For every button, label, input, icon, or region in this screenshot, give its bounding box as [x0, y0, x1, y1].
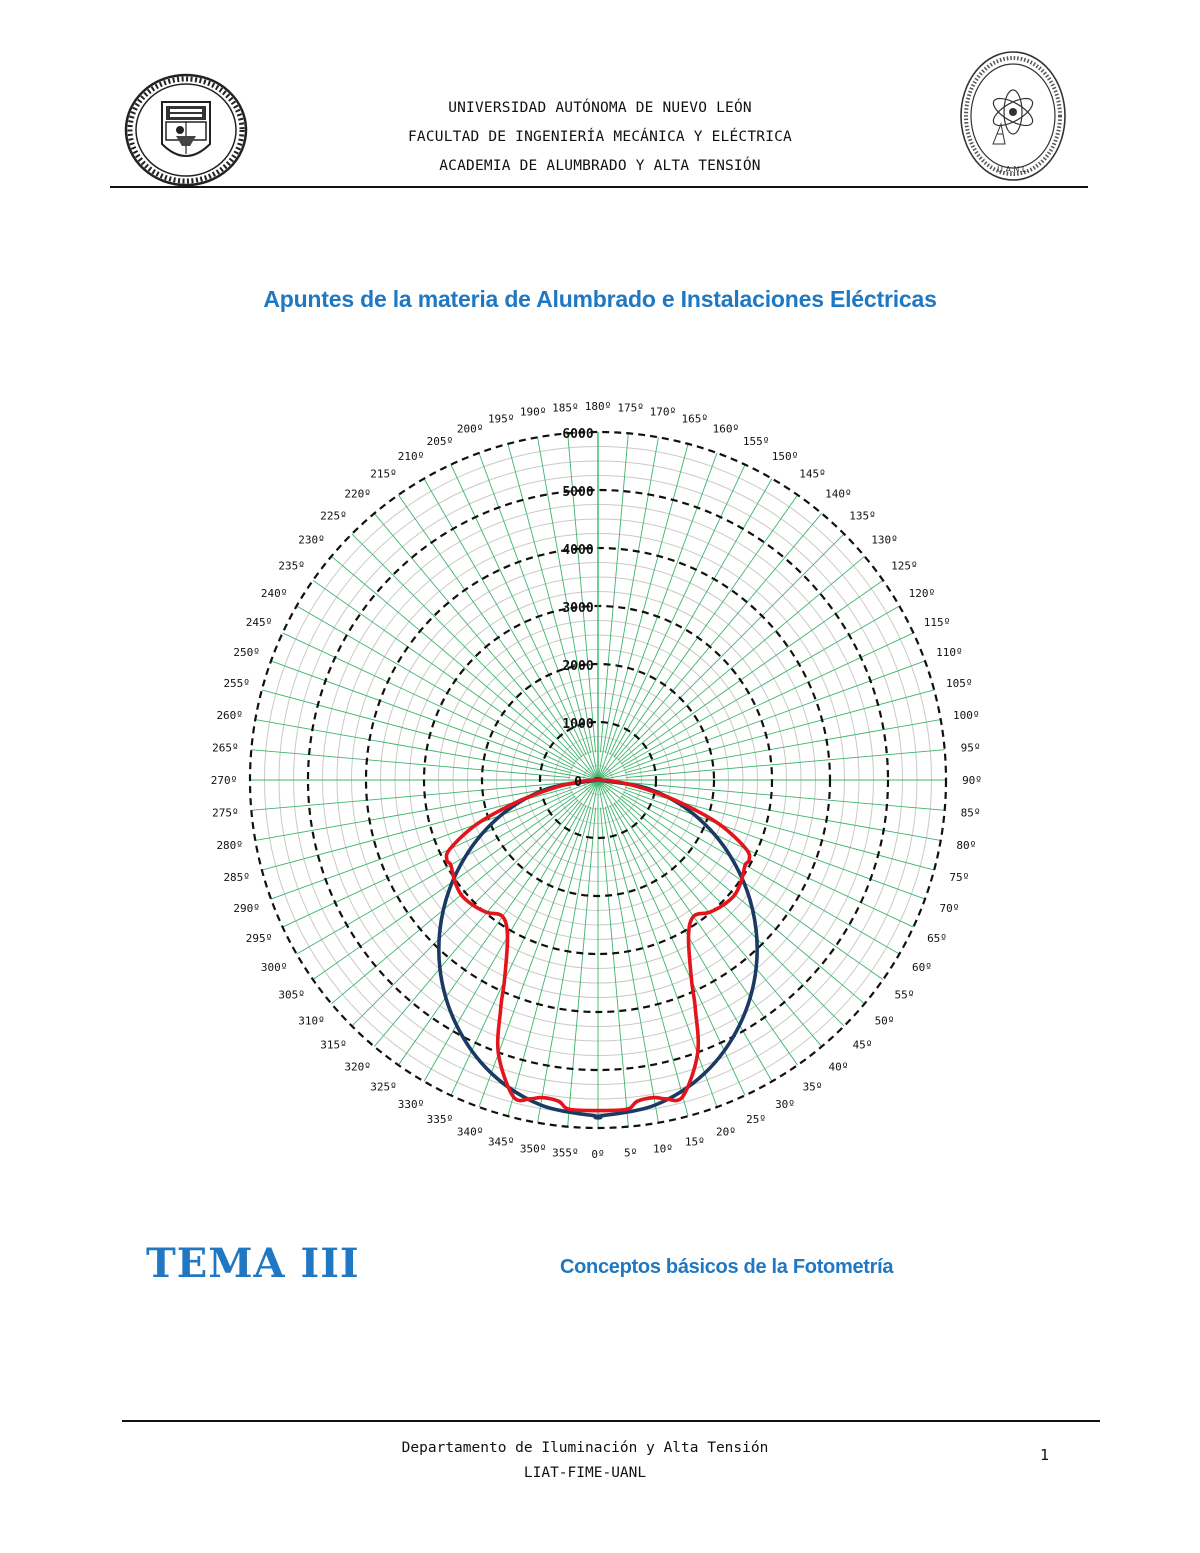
- angle-tick-label: 310º: [298, 1014, 325, 1028]
- angle-tick-label: 260º: [216, 709, 243, 723]
- radial-tick-label: 2000: [562, 659, 594, 674]
- footer-department: Departamento de Iluminación y Alta Tensión: [401, 1440, 769, 1456]
- angle-tick-label: 250º: [233, 646, 260, 660]
- angle-spoke: [479, 780, 598, 1107]
- photometric-polar-chart: [200, 390, 1000, 1170]
- angle-spoke: [618, 534, 844, 760]
- angle-tick-label: 135º: [849, 509, 876, 523]
- angle-tick-label: 50º: [874, 1014, 895, 1028]
- angle-spoke: [598, 479, 772, 780]
- angle-tick-label: 130º: [871, 533, 898, 547]
- angle-tick-label: 265º: [212, 741, 239, 755]
- angle-tick-label: 95º: [960, 741, 981, 755]
- angle-tick-label: 345º: [487, 1135, 515, 1149]
- angle-tick-label: 110º: [936, 646, 963, 660]
- angle-tick-label: 0º: [591, 1148, 605, 1161]
- section-label: TEMA III: [146, 1240, 360, 1287]
- angle-spoke: [623, 792, 913, 927]
- angle-tick-label: 220º: [344, 487, 371, 501]
- angle-tick-label: 165º: [681, 412, 709, 426]
- angle-spoke: [251, 782, 570, 810]
- angle-tick-label: 340º: [456, 1125, 484, 1139]
- angle-tick-label: 150º: [771, 450, 799, 464]
- angle-tick-label: 75º: [949, 870, 970, 884]
- angle-tick-label: 335º: [426, 1113, 454, 1126]
- angle-tick-label: 230º: [298, 533, 325, 547]
- angle-tick-label: 200º: [456, 422, 484, 436]
- angle-tick-label: 90º: [962, 774, 982, 787]
- angle-tick-label: 55º: [894, 988, 915, 1002]
- angle-tick-label: 120º: [908, 587, 936, 600]
- angle-spoke: [251, 750, 570, 778]
- angle-tick-label: 115º: [923, 615, 951, 629]
- angle-tick-label: 80º: [956, 838, 977, 852]
- angle-spoke: [271, 661, 598, 780]
- angle-spoke: [598, 780, 899, 954]
- angle-tick-label: 215º: [370, 467, 397, 481]
- angle-tick-label: 145º: [799, 467, 826, 481]
- angle-tick-label: 155º: [742, 435, 770, 448]
- radial-tick-label: 5000: [562, 485, 594, 500]
- angle-spoke: [352, 534, 578, 760]
- angle-tick-label: 195º: [487, 412, 515, 426]
- academy-name: ACADEMIA DE ALUMBRADO Y ALTA TENSIÓN: [439, 158, 761, 174]
- angle-tick-label: 105º: [946, 677, 973, 691]
- angle-spoke: [297, 780, 598, 954]
- angle-spoke: [600, 808, 628, 1127]
- angle-spoke: [626, 782, 945, 810]
- angle-spoke: [626, 750, 945, 778]
- angle-tick-label: 160º: [712, 422, 740, 436]
- angle-spoke: [600, 433, 628, 752]
- angle-tick-label: 10º: [652, 1142, 673, 1156]
- angle-tick-label: 275º: [212, 806, 239, 820]
- angle-tick-label: 240º: [260, 587, 288, 600]
- angle-tick-label: 85º: [960, 806, 981, 820]
- page-number: 1: [1040, 1446, 1050, 1464]
- angle-tick-label: 305º: [278, 988, 305, 1002]
- angle-tick-label: 65º: [927, 932, 947, 946]
- angle-tick-label: 355º: [552, 1146, 579, 1160]
- angle-tick-label: 170º: [649, 405, 677, 419]
- radial-tick-label: 0: [574, 775, 582, 790]
- angle-tick-label: 210º: [397, 450, 425, 464]
- document-title: Apuntes de la materia de Alumbrado e Instalaciones Eléctricas: [263, 286, 937, 312]
- angle-tick-label: 225º: [320, 509, 347, 523]
- angle-tick-label: 190º: [519, 405, 547, 419]
- university-seal-icon: [122, 72, 250, 188]
- angle-spoke: [283, 792, 573, 927]
- angle-tick-label: 315º: [320, 1038, 347, 1052]
- angle-tick-label: 60º: [911, 961, 932, 974]
- angle-tick-label: 350º: [519, 1142, 547, 1156]
- angle-tick-label: 290º: [233, 901, 260, 915]
- angle-tick-label: 185º: [552, 401, 579, 415]
- angle-tick-label: 320º: [344, 1060, 371, 1074]
- angle-tick-label: 280º: [216, 838, 243, 852]
- faculty-name: FACULTAD DE INGENIERÍA MECÁNICA Y ELÉCTRICA: [408, 129, 792, 145]
- angle-tick-label: 255º: [223, 677, 250, 691]
- section-subtitle: Conceptos básicos de la Fotometría: [560, 1256, 894, 1278]
- angle-tick-label: 235º: [278, 559, 305, 573]
- header-divider: [110, 186, 1088, 188]
- seal-bottom-text: U.A.N.L.: [997, 165, 1029, 174]
- angle-tick-label: 25º: [746, 1113, 767, 1126]
- angle-tick-label: 325º: [370, 1080, 397, 1094]
- footer-code: LIAT-FIME-UANL: [523, 1465, 647, 1481]
- angle-tick-label: 285º: [223, 870, 250, 884]
- angle-tick-label: 125º: [891, 559, 918, 573]
- angle-tick-label: 180º: [584, 400, 612, 413]
- angle-tick-label: 40º: [828, 1060, 849, 1074]
- angle-tick-label: 205º: [426, 435, 454, 448]
- angle-spoke: [568, 808, 596, 1127]
- angle-tick-label: 35º: [802, 1080, 823, 1094]
- angle-tick-label: 300º: [260, 961, 288, 974]
- angle-tick-label: 175º: [617, 401, 644, 415]
- radial-tick-label: 1000: [562, 717, 594, 732]
- academy-seal-icon: [957, 48, 1069, 184]
- angle-tick-label: 30º: [775, 1097, 795, 1111]
- angle-tick-label: 15º: [684, 1135, 705, 1149]
- angle-tick-label: 330º: [397, 1097, 425, 1111]
- radial-tick-label: 3000: [562, 601, 594, 616]
- angle-spoke: [568, 433, 596, 752]
- angle-spoke: [598, 780, 717, 1107]
- angle-tick-label: 70º: [939, 901, 960, 915]
- angle-tick-label: 45º: [852, 1038, 873, 1052]
- university-name: UNIVERSIDAD AUTÓNOMA DE NUEVO LEÓN: [448, 100, 752, 116]
- radial-tick-label: 4000: [562, 543, 594, 558]
- angle-tick-label: 270º: [210, 774, 238, 787]
- angle-tick-label: 295º: [245, 932, 273, 946]
- angle-tick-label: 100º: [953, 709, 980, 723]
- angle-tick-label: 20º: [715, 1125, 736, 1139]
- angle-tick-label: 245º: [245, 615, 273, 629]
- angle-tick-label: 140º: [825, 487, 852, 501]
- angle-spoke: [508, 807, 591, 1116]
- angle-tick-label: 5º: [623, 1146, 638, 1160]
- angle-spoke: [610, 465, 745, 755]
- radial-tick-label: 6000: [562, 427, 594, 442]
- angle-spoke: [424, 479, 598, 780]
- footer-divider: [122, 1420, 1100, 1422]
